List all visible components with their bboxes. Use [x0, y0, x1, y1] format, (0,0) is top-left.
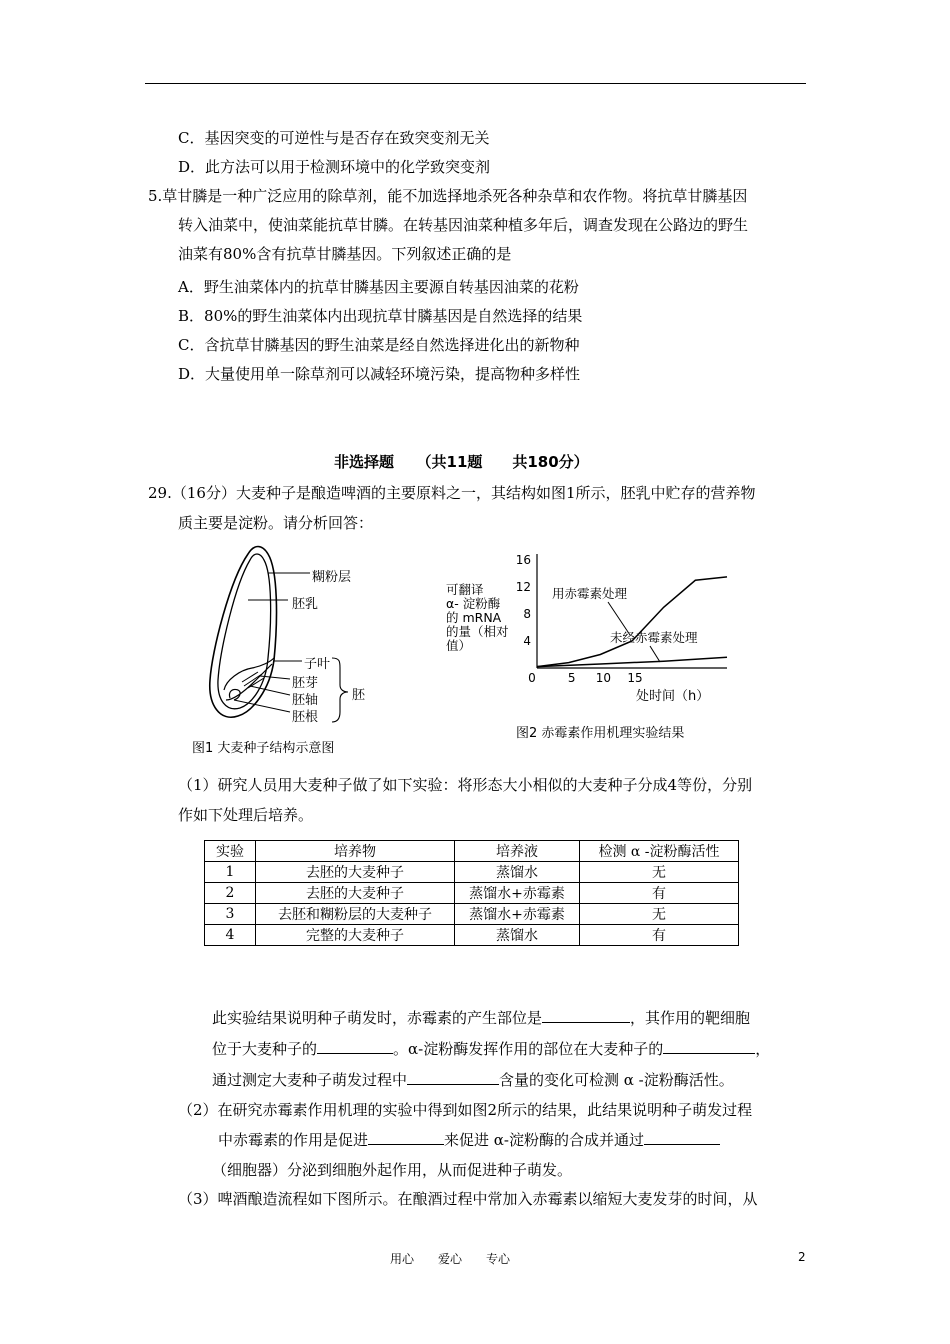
experiment-table — [204, 840, 739, 946]
series-line — [537, 657, 727, 666]
section-title: 非选择题 （共11题 共180分） — [334, 453, 589, 471]
label-cotyledon: 子叶 — [304, 657, 331, 672]
label-aleurone: 糊粉层 — [312, 570, 352, 585]
fig2-xlabel: 处时间（h） — [636, 689, 710, 704]
fill-text: ，其作用的靶细胞 — [630, 1009, 751, 1027]
label-endosperm: 胚乳 — [292, 597, 319, 612]
p1-line2: 作如下处理后培养。 — [178, 806, 314, 824]
mrna-line-chart — [500, 550, 730, 690]
table-cell: 无 — [580, 904, 739, 925]
x-tick-label: 15 — [627, 671, 643, 685]
q5-option-d: D．大量使用单一除草剂可以减轻环境污染，提高物种多样性 — [178, 365, 581, 383]
label-radicle: 胚根 — [292, 710, 319, 725]
p3-line1: （3）啤酒酿造流程如下图所示。在酿酒过程中常加入赤霉素以缩短大麦发芽的时间，从 — [178, 1190, 758, 1208]
table-row — [205, 862, 739, 883]
ylabel-line: 可翻译 — [446, 582, 484, 597]
q5-stem-line2: 转入油菜中，使油菜能抗草甘膦。在转基因油菜种植多年后，调查发现在公路边的野生 — [178, 216, 749, 234]
table-cell: 去胚的大麦种子 — [256, 883, 455, 904]
fill-line2 — [212, 1038, 770, 1059]
label-embryo: 胚 — [352, 688, 366, 703]
y-tick-label: 16 — [515, 553, 531, 567]
table-row — [205, 925, 739, 946]
table-cell: 蒸馏水+赤霉素 — [455, 883, 580, 904]
table-row — [205, 883, 739, 904]
label-plumule: 胚芽 — [292, 676, 319, 691]
table-cell: 1 — [205, 862, 256, 883]
fill-text: 含量的变化可检测 α -淀粉酶活性。 — [499, 1071, 734, 1089]
table-header-cell: 检测 α -淀粉酶活性 — [580, 841, 739, 862]
answer-blank[interactable] — [663, 1039, 755, 1054]
table-cell: 2 — [205, 883, 256, 904]
fig1-caption: 图1 大麦种子结构示意图 — [192, 741, 335, 756]
fill-text: 来促进 α-淀粉酶的合成并通过 — [444, 1131, 644, 1149]
q5-option-b: B．80%的野生油菜体内出现抗草甘膦基因是自然选择的结果 — [178, 307, 583, 325]
table-row — [205, 904, 739, 925]
y-tick-label: 8 — [523, 607, 531, 621]
series-label: 未经赤霉素处理 — [610, 630, 698, 645]
table-cell: 3 — [205, 904, 256, 925]
q4-option-d: D．此方法可以用于检测环境中的化学致突变剂 — [178, 158, 491, 176]
y-tick-label: 12 — [515, 580, 531, 594]
ylabel-line: 的 mRNA — [446, 610, 502, 625]
answer-blank[interactable] — [542, 1008, 630, 1023]
p2-line3: （细胞器）分泌到细胞外起作用，从而促进种子萌发。 — [212, 1161, 573, 1179]
ylabel-line: 的量（相对 — [446, 624, 509, 639]
table-header-cell: 培养液 — [455, 841, 580, 862]
table-cell: 有 — [580, 883, 739, 904]
answer-blank[interactable] — [368, 1130, 444, 1145]
fill-text: 位于大麦种子的 — [212, 1040, 318, 1058]
fill-text: 此实验结果说明种子萌发时，赤霉素的产生部位是 — [212, 1009, 543, 1027]
fill-text: 。α-淀粉酶发挥作用的部位在大麦种子的 — [393, 1040, 664, 1058]
page-number: 2 — [798, 1250, 806, 1264]
table-cell: 蒸馏水 — [455, 925, 580, 946]
q5-stem-line3: 油菜有80%含有抗草甘膦基因。下列叙述正确的是 — [178, 245, 512, 263]
q29-stem-line2: 质主要是淀粉。请分析回答： — [178, 514, 374, 532]
fill-line1 — [212, 1007, 750, 1028]
answer-blank[interactable] — [317, 1039, 393, 1054]
table-cell: 4 — [205, 925, 256, 946]
fill-line3 — [212, 1069, 734, 1090]
table-cell: 无 — [580, 862, 739, 883]
x-tick-label: 10 — [595, 671, 611, 685]
table-cell: 完整的大麦种子 — [256, 925, 455, 946]
label-hypocotyl: 胚轴 — [292, 693, 319, 708]
table-cell: 有 — [580, 925, 739, 946]
q5-option-a: A．野生油菜体内的抗草甘膦基因主要源自转基因油菜的花粉 — [178, 278, 579, 296]
header-rule — [145, 83, 806, 84]
footer-motto: 用心 爱心 专心 — [390, 1252, 511, 1266]
y-tick-label: 4 — [523, 634, 531, 648]
answer-blank[interactable] — [407, 1070, 499, 1085]
series-leader — [650, 646, 660, 662]
ylabel-line: 值） — [446, 638, 472, 653]
p2-line2 — [218, 1129, 720, 1150]
table-cell: 去胚的大麦种子 — [256, 862, 455, 883]
fill-text: 通过测定大麦种子萌发过程中 — [212, 1071, 408, 1089]
fig2-caption: 图2 赤霉素作用机理实验结果 — [516, 726, 685, 741]
q5-option-c: C．含抗草甘膦基因的野生油菜是经自然选择进化出的新物种 — [178, 336, 580, 354]
table-header-row — [205, 841, 739, 862]
fill-text: ， — [755, 1040, 771, 1058]
q5-stem-line1: 5.草甘膦是一种广泛应用的除草剂，能不加选择地杀死各种杂草和农作物。将抗草甘膦基因 — [148, 187, 748, 205]
series-label: 用赤霉素处理 — [552, 586, 628, 601]
table-header-cell: 培养物 — [256, 841, 455, 862]
table-header-cell: 实验 — [205, 841, 256, 862]
p1-line1: （1）研究人员用大麦种子做了如下实验：将形态大小相似的大麦种子分成4等份，分别 — [178, 776, 753, 794]
q29-stem-line1: 29.（16分）大麦种子是酿造啤酒的主要原料之一，其结构如图1所示，胚乳中贮存的营养物 — [148, 484, 756, 502]
x-tick-label: 0 — [528, 671, 536, 685]
table-cell: 蒸馏水+赤霉素 — [455, 904, 580, 925]
table-cell: 蒸馏水 — [455, 862, 580, 883]
table-cell: 去胚和糊粉层的大麦种子 — [256, 904, 455, 925]
answer-blank[interactable] — [644, 1130, 720, 1145]
fill-text: 中赤霉素的作用是促进 — [218, 1131, 369, 1149]
x-tick-label: 5 — [567, 671, 576, 685]
q4-option-c: C．基因突变的可逆性与是否存在致突变剂无关 — [178, 129, 490, 147]
p2-line1: （2）在研究赤霉素作用机理的实验中得到如图2所示的结果，此结果说明种子萌发过程 — [178, 1101, 753, 1119]
ylabel-line: α- 淀粉酶 — [446, 596, 501, 611]
